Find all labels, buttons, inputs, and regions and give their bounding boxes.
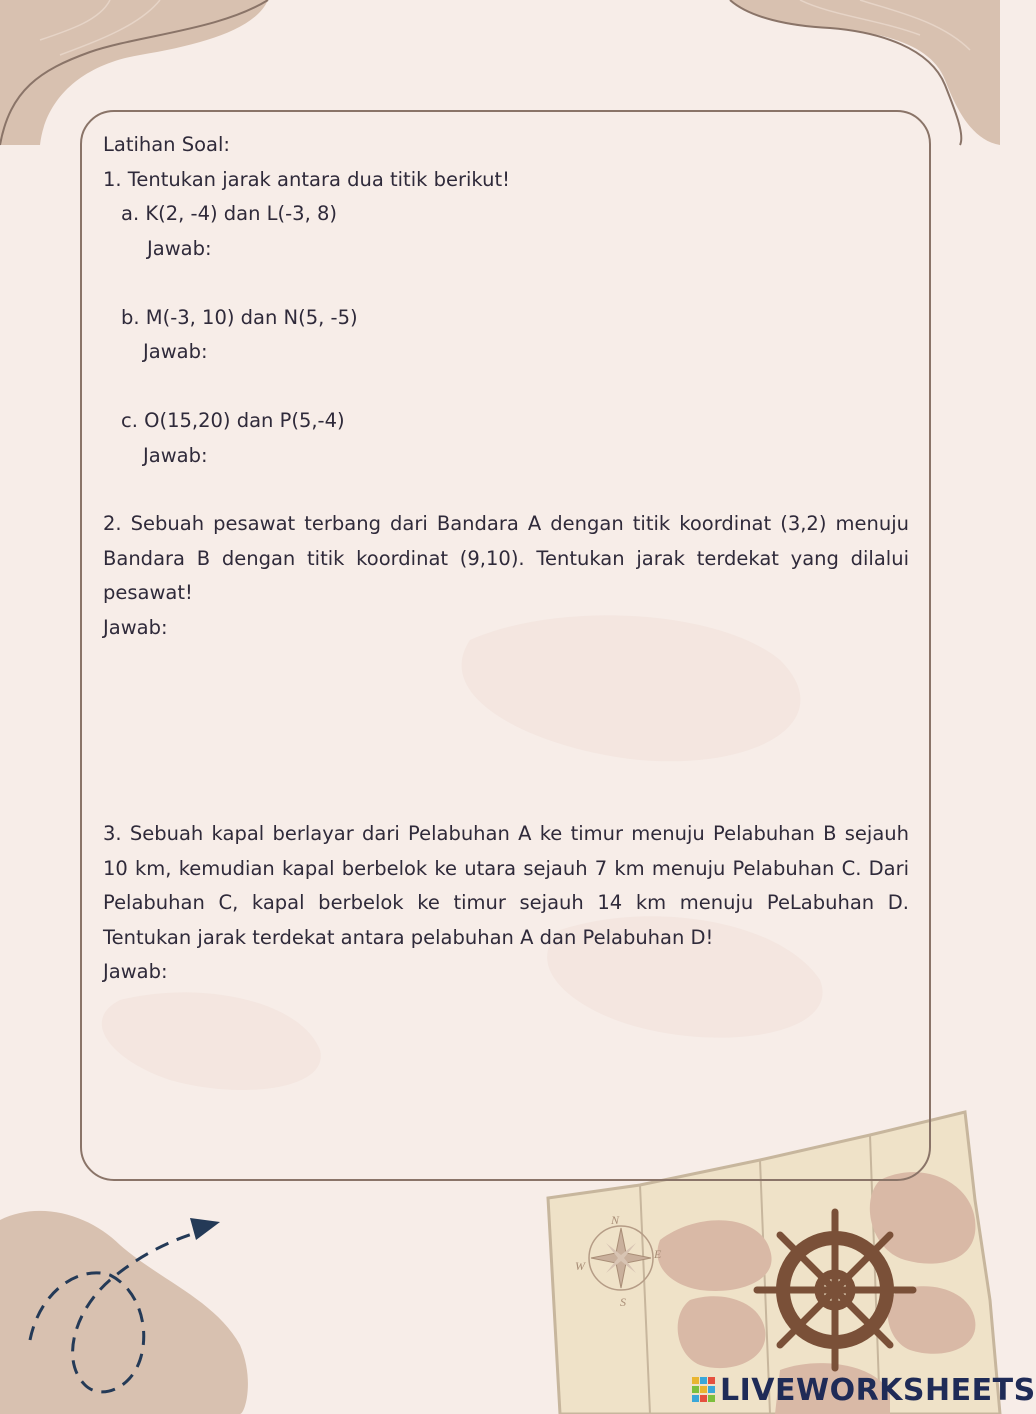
compass-w: W (575, 1259, 585, 1273)
ship-wheel-icon (757, 1212, 913, 1368)
question-1c-label: c. O(15,20) dan P(5,-4) (121, 409, 345, 432)
question-1b-answer[interactable]: Jawab: (143, 340, 208, 363)
compass-n: N (611, 1213, 620, 1227)
question-1b-label: b. M(-3, 10) dan N(5, -5) (121, 305, 358, 329)
worksheet-title: Latihan Soal: (103, 133, 230, 156)
question-1a-label: a. K(2, -4) dan L(-3, 8) (121, 202, 338, 225)
compass-e: E (654, 1247, 662, 1261)
question-1a-answer[interactable]: Jawab: (147, 236, 212, 260)
watermark-text: LIVEWORKSHEETS (720, 1372, 1036, 1408)
liveworksheets-logo-icon (692, 1377, 716, 1403)
compass-rose-icon (589, 1226, 653, 1290)
question-2-answer[interactable]: Jawab: (103, 615, 168, 639)
question-1-prompt: 1. Tentukan jarak antara dua titik berikut! (103, 167, 510, 191)
worksheet-content (103, 128, 909, 990)
question-3-answer[interactable]: Jawab: (103, 960, 168, 983)
question-2-text: 2. Sebuah pesawat terbang dari Bandara A dengan titik koordinat (3,2) menuju Bandara B dengan titik koordinat (9,10). Tentukan jarak terdekat yang dilalui pesawat! (103, 512, 909, 604)
compass-s: S (620, 1295, 626, 1309)
question-3-text: 3. Sebuah kapal berlayar dari Pelabuhan A ke timur menuju Pelabuhan B sejauh 10 km, kemudian kapal berbelok ke utara sejauh 7 km menuju Pelabuhan C. Dari Pelabuhan C, kapal berbelok ke timur sejauh 14 km menuju PeLabuhan D. Tentukan jarak terdekat antara pelabuhan A dan Pelabuhan D! (103, 822, 909, 949)
arrow-head-icon (190, 1218, 220, 1240)
liveworksheets-logo (692, 1373, 1036, 1407)
question-1c-answer[interactable]: Jawab: (143, 443, 208, 467)
